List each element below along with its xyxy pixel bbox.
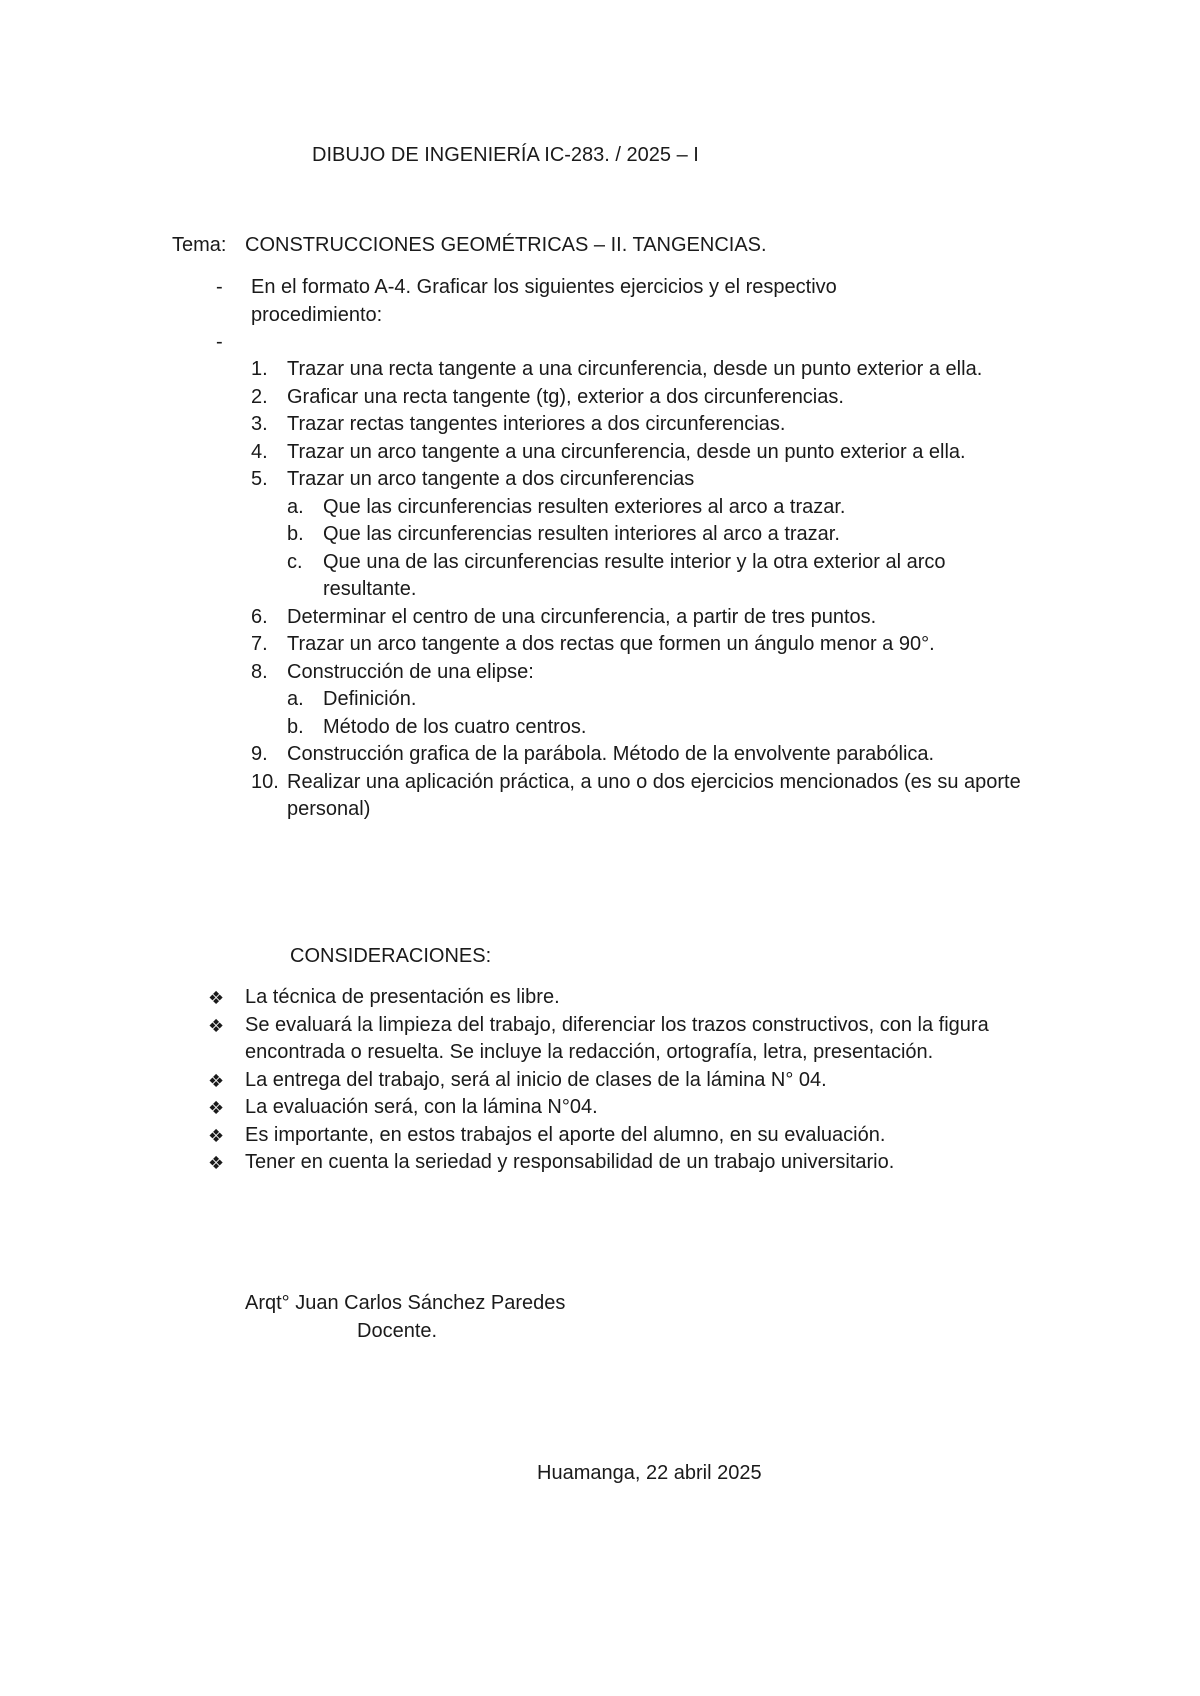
subitem-letter: a. — [287, 495, 304, 518]
exercise-item — [251, 769, 1032, 824]
subitem-text: Que las circunferencias resulten interiores al arco a trazar. — [323, 523, 840, 545]
subitem-text: Que una de las circunferencias resulte interior y la otra exterior al arco resultante. — [323, 550, 946, 600]
exercise-item — [251, 439, 1032, 467]
exercise-subitem — [287, 494, 1032, 522]
exercise-item — [251, 466, 1032, 604]
exercise-text: Construcción de una elipse: — [287, 660, 534, 683]
document-title: DIBUJO DE INGENIERÍA IC-283. / 2025 – I — [312, 144, 699, 166]
exercise-item — [251, 659, 1032, 742]
exercise-item — [251, 631, 1032, 659]
exercise-number: 7. — [251, 633, 268, 655]
exercise-text: Trazar una recta tangente a una circunferencia, desde un punto exterior a ella. — [287, 358, 983, 380]
exercise-item — [251, 411, 1032, 439]
exercise-number: 5. — [251, 468, 268, 490]
exercise-text: Construcción grafica de la parábola. Método de la envolvente parabólica. — [287, 743, 935, 765]
exercise-item — [251, 741, 1032, 769]
exercise-number: 2. — [251, 385, 268, 408]
topic-label: Tema: — [172, 234, 227, 256]
exercise-text: Realizar una aplicación práctica, a uno o dos ejercicios mencionados (es su aporte personal) — [287, 770, 1021, 820]
exercise-text: Graficar una recta tangente (tg), exterior a dos circunferencias. — [287, 385, 844, 408]
consideration-item — [208, 1012, 1030, 1067]
exercise-text: Trazar un arco tangente a dos rectas que formen un ángulo menor a 90°. — [287, 633, 935, 655]
exercise-sublist — [287, 494, 1032, 604]
considerations-title: CONSIDERACIONES: — [290, 945, 492, 967]
consideration-text: Tener en cuenta la seriedad y responsabilidad de un trabajo universitario. — [245, 1151, 895, 1173]
exercise-number: 3. — [251, 413, 268, 435]
exercise-text: Determinar el centro de una circunferencia, a partir de tres puntos. — [287, 605, 877, 628]
exercise-text: Trazar un arco tangente a dos circunferencias — [287, 468, 695, 490]
consideration-text: Se evaluará la limpieza del trabajo, diferenciar los trazos constructivos, con la figura encontrada o resuelta. Se incluye la redacción, ortografía, letra, presentación. — [245, 1013, 989, 1063]
subitem-text: Método de los cuatro centros. — [323, 715, 587, 738]
exercise-subitem — [287, 686, 1032, 714]
dash-marker: - — [216, 276, 223, 298]
subitem-letter: b. — [287, 523, 304, 545]
diamond-bullet-icon: ❖ — [208, 988, 225, 1009]
exercise-subitem — [287, 714, 1032, 742]
dash-marker: - — [216, 331, 223, 353]
consideration-item — [208, 1149, 1030, 1177]
consideration-item — [208, 1067, 1030, 1095]
subitem-letter: c. — [287, 550, 303, 573]
consideration-text: La evaluación será, con la lámina N°04. — [245, 1096, 598, 1118]
signature-name: Arqt° Juan Carlos Sánchez Paredes — [245, 1292, 566, 1314]
exercise-subitem — [287, 549, 1032, 604]
exercise-item — [251, 604, 1032, 632]
subitem-text: Que las circunferencias resulten exteriores al arco a trazar. — [323, 495, 846, 518]
topic-value: CONSTRUCCIONES GEOMÉTRICAS – II. TANGENCIAS. — [245, 234, 767, 256]
subitem-letter: a. — [287, 688, 304, 710]
exercise-number: 6. — [251, 605, 268, 628]
exercise-number: 1. — [251, 358, 268, 380]
exercise-number: 4. — [251, 440, 268, 463]
consideration-item — [208, 984, 1030, 1012]
exercise-sublist — [287, 686, 1032, 741]
exercise-number: 10. — [251, 770, 279, 793]
subitem-text: Definición. — [323, 688, 417, 710]
considerations-list — [208, 984, 1028, 1177]
diamond-bullet-icon: ❖ — [208, 1125, 225, 1147]
subitem-letter: b. — [287, 715, 304, 738]
exercise-number: 8. — [251, 660, 268, 683]
diamond-bullet-icon: ❖ — [208, 1015, 225, 1037]
consideration-text: La técnica de presentación es libre. — [245, 986, 560, 1008]
exercise-item — [251, 384, 1032, 412]
consideration-text: Es importante, en estos trabajos el aporte del alumno, en su evaluación. — [245, 1123, 886, 1146]
consideration-item — [208, 1122, 1030, 1150]
diamond-bullet-icon: ❖ — [208, 1070, 225, 1092]
consideration-item — [208, 1094, 1030, 1122]
consideration-text: La entrega del trabajo, será al inicio de clases de la lámina N° 04. — [245, 1068, 827, 1091]
exercise-item — [251, 356, 1032, 384]
exercise-text: Trazar un arco tangente a una circunferencia, desde un punto exterior a ella. — [287, 440, 966, 463]
signature-role: Docente. — [357, 1320, 438, 1342]
diamond-bullet-icon: ❖ — [208, 1098, 225, 1119]
exercise-number: 9. — [251, 743, 268, 765]
place-date: Huamanga, 22 abril 2025 — [537, 1462, 762, 1484]
diamond-bullet-icon: ❖ — [208, 1153, 225, 1174]
exercise-text: Trazar rectas tangentes interiores a dos circunferencias. — [287, 413, 786, 435]
exercise-subitem — [287, 521, 1032, 549]
exercise-list — [251, 356, 1031, 824]
instruction-text: En el formato A-4. Graficar los siguientes ejercicios y el respectivo procedimiento: — [251, 276, 837, 326]
